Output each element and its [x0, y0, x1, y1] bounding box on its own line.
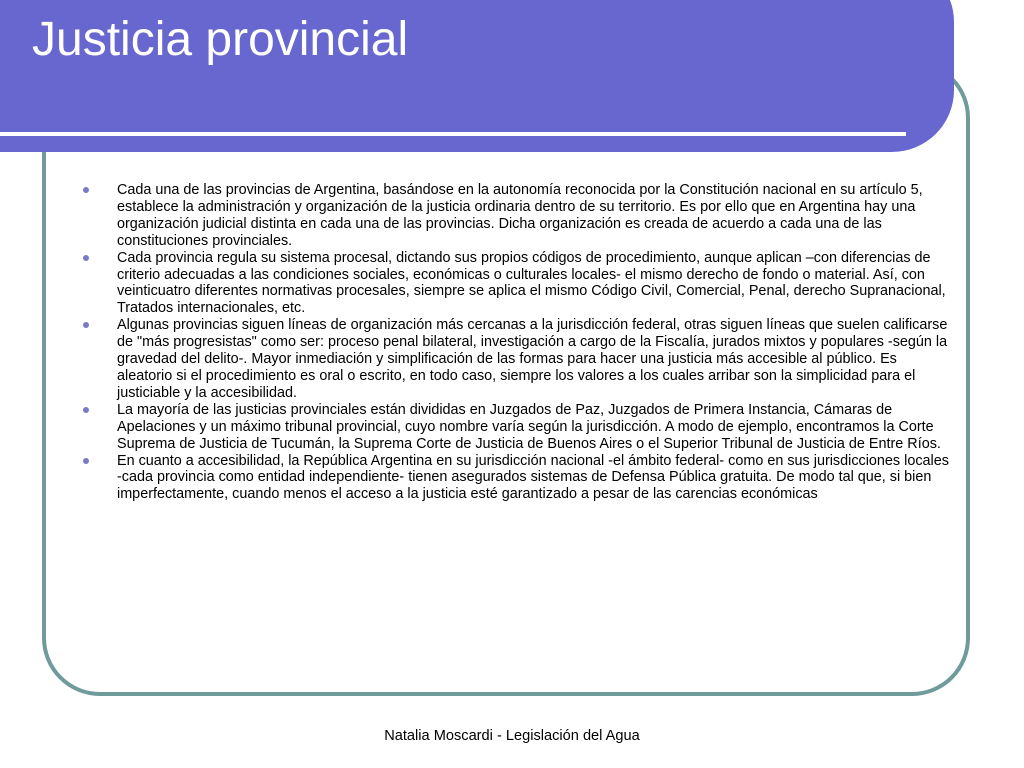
bullet-item [76, 182, 952, 250]
title-underline [0, 132, 906, 136]
bullet-dot-icon [83, 187, 89, 193]
bullet-text: Cada provincia regula su sistema procesal, dictando sus propios códigos de procedimiento, aunque aplican –con diferencias de criterio adecuadas a las condiciones sociales, económicas o culturales locales- el mismo derecho de fondo o material. Así, con veinticuatro diferentes normativas procesales, siempre se aplica el mismo Código Civil, Comercial, Penal, derecho Supranacional, Tratados internacionales, etc. [117, 249, 946, 317]
bullet-item [76, 402, 952, 453]
bullet-text: Cada una de las provincias de Argentina, basándose en la autonomía reconocida por la Constitución nacional en su artículo 5, establece la administración y organización de la justicia ordinaria dentro de su territorio. Es por ello que en Argentina hay una organización judicial distinta en cada una de las provincias. Dicha organización es creada de acuerdo a cada una de las constituciones provinciales. [117, 182, 923, 249]
bullet-text: Algunas provincias siguen líneas de organización más cercanas a la jurisdicción federal, otras siguen líneas que suelen calificarse de "más progresistas" como ser: proceso penal bilateral, investigación a cargo de la Fiscalía, jurados mixtos y populares -según la gravedad del delito-. Mayor inmediación y simplificación de las formas para hacer una justicia más accesible al público. Es aleatorio si el procedimiento es oral o escrito, en todo caso, siempre los valores a los cuales arribar son la simplicidad para el justiciable y la accesibilidad. [117, 317, 948, 401]
bullet-item [76, 250, 952, 318]
bullet-list [76, 182, 952, 503]
bullet-dot-icon [83, 322, 89, 328]
bullet-text: La mayoría de las justicias provinciales están divididas en Juzgados de Paz, Juzgados de Primera Instancia, Cámaras de Apelaciones y un máximo tribunal provincial, cuyo nombre varía según la jurisdicción. A modo de ejemplo, encontramos la Corte Suprema de Justicia de Tucumán, la Suprema Corte de Justicia de Buenos Aires o el Superior Tribunal de Justicia de Entre Ríos. [117, 401, 941, 452]
slide-title: Justicia provincial [32, 13, 409, 66]
bullet-item [76, 317, 952, 402]
bullet-item [76, 453, 952, 504]
slide-footer: Natalia Moscardi - Legislación del Agua [384, 728, 640, 744]
bullet-text: En cuanto a accesibilidad, la República Argentina en su jurisdicción nacional -el ámbito federal- como en sus jurisdicciones locales -cada provincia como entidad independiente- tienen asegurados sistemas de Defensa Pública gratuita. De modo tal que, si bien imperfectamente, cuando menos el acceso a la justicia esté garantizado a pesar de las carencias económicas [117, 452, 949, 503]
bullet-dot-icon [83, 255, 89, 261]
bullet-dot-icon [83, 458, 89, 464]
bullet-dot-icon [83, 407, 89, 413]
